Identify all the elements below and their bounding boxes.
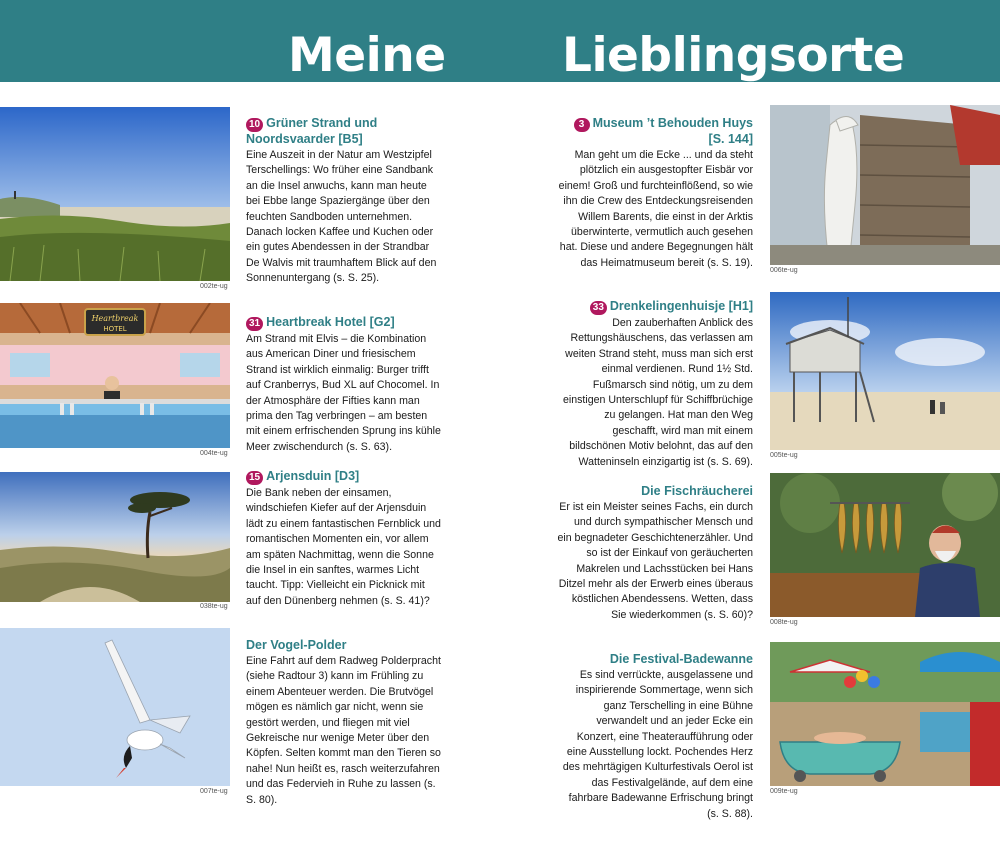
place-heading xyxy=(246,116,442,147)
svg-text:HOTEL: HOTEL xyxy=(103,325,127,333)
page-title-right: Lieblingsorte xyxy=(562,28,905,83)
map-number-badge: 10 xyxy=(246,118,263,132)
svg-text:Heartbreak: Heartbreak xyxy=(91,314,139,323)
place-title: Drenkelingenhuisje [H1] xyxy=(609,299,753,313)
photo-heartbreak-hotel xyxy=(0,303,230,448)
place-entry xyxy=(246,469,442,609)
place-title: Die Fischräucherei xyxy=(641,484,753,498)
photo-credit: 004te-ug xyxy=(200,450,228,457)
photo-tern-bird xyxy=(0,628,230,786)
place-description: Am Strand mit Elvis – die Kombination aus American Diner und friesischem Strand ist wirklich einmalig: Burger trifft auf Cranberrys, Bud XL auf Chocomel. In der Atmosphäre der Fifties kann man prima den Tag verbringen – am besten mit einem erfrischenden Sprung ins kühle Meer zwischendurch (s. S. 63). xyxy=(246,333,441,453)
place-title: Grüner Strand und Noordsvaarder [B5] xyxy=(246,116,378,146)
place-entry xyxy=(246,116,442,287)
place-description: Eine Fahrt auf dem Radweg Polderpracht (siehe Radtour 3) kann im Frühling zu einem Abenteuer werden. Die Brutvögel mögen es nämlich gar nicht, wenn sie gestört werden, und fliegen mit viel Gekreische nur wenige Meter über den Köpfen. Selten kommt man den Tieren so nahe! Nun heißt es, rasch weiterzufahren und das Federvieh in Ruhe zu lassen (s. S. 80). xyxy=(246,655,441,806)
place-entry xyxy=(246,315,442,455)
place-entry xyxy=(557,116,753,271)
map-number-badge: 3 xyxy=(574,118,590,132)
photo-credit: 006te-ug xyxy=(770,267,798,274)
photo-polar-bear-museum xyxy=(770,105,1000,265)
photo-fish-smoker xyxy=(770,473,1000,617)
photo-rescue-hut xyxy=(770,292,1000,450)
place-entry xyxy=(557,484,753,623)
map-number-badge: 15 xyxy=(246,471,263,485)
place-description: Es sind verrückte, ausgelassene und inspirierende Sommertage, wenn sich ganz Terschelling in eine Bühne verwandelt und an jeder Ecke ein Konzert, eine Theateraufführung oder eine Ausstellung lockt. Pochendes Herz des mehrtägigen Kulturfestivals Oerol ist das Festivalgelände, auf dem eine fahrbare Badewanne Erfrischung bringt (s. S. 88). xyxy=(562,669,753,820)
photo-festival-bathtub xyxy=(770,642,1000,786)
place-title: Heartbreak Hotel [G2] xyxy=(266,315,395,329)
place-entry xyxy=(246,638,442,808)
place-title: Der Vogel-Polder xyxy=(246,638,347,652)
place-description: Er ist ein Meister seines Fachs, ein durch und durch sympathischer Mensch und ein begnadeter Geschichtenerzähler. Und so ist der Einkauf von geräucherten Makrelen und Lachsstücken bei Hans Ditzel mehr als der Erwerb eines überaus köstlichen Abendessens. Wetten, dass Sie wiederkommen (s. S. 60)? xyxy=(557,501,753,621)
place-heading xyxy=(557,484,753,499)
photo-credit: 007te-ug xyxy=(200,788,228,795)
photo-green-beach xyxy=(0,107,230,281)
place-heading xyxy=(246,315,442,331)
photo-credit: 009te-ug xyxy=(770,788,798,795)
place-entry xyxy=(557,652,753,822)
place-heading xyxy=(246,469,442,485)
place-heading xyxy=(557,116,753,147)
photo-credit: 038te-ug xyxy=(200,603,228,610)
photo-credit: 002te-ug xyxy=(200,283,228,290)
place-description: Die Bank neben der einsamen, windschiefen Kiefer auf der Arjensduin lädt zu einem fantastischen Fernblick und romantischen Momenten ein, vor allem am späten Nachmittag, wenn die Sonne die Insel in ein sanftes, warmes Licht taucht. Tipp: Vielleicht ein Picknick mit auf den Dünenberg nehmen (s. S. 41)? xyxy=(246,487,441,607)
map-number-badge: 31 xyxy=(246,317,263,331)
place-heading xyxy=(557,652,753,667)
place-entry xyxy=(557,299,753,470)
place-title: Arjensduin [D3] xyxy=(266,469,360,483)
place-heading xyxy=(246,638,442,653)
place-heading xyxy=(557,299,753,315)
page-title-left: Meine xyxy=(288,28,446,83)
place-description: Man geht um die Ecke ... und da steht plötzlich ein ausgestopfter Eisbär vor einem! Groß und furchteinflößend, so wie ihn die Crew des Entdeckungsreisenden Willem Barents, die einst in der Arktis überwinterte, vermutlich auch gesehen hat. Diese und andere Begegnungen hält das Heimatmuseum bereit (s. S. 19). xyxy=(558,149,753,269)
photo-arjensduin xyxy=(0,472,230,602)
place-description: Den zauberhaften Anblick des Rettungshäuschens, das verlassen am weiten Strand steht, muss man sich erst einmal verdienen. Rund 1½ Std. Fußmarsch sind nötig, um zu dem einstigen Unterschlupf für Schiffbrüchige zu gelangen. Hat man den Weg geschafft, wird man mit einem bildschönen Motiv belohnt, das auf den Watteninseln einzigartig ist (s. S. 69). xyxy=(562,317,753,468)
photo-credit: 008te-ug xyxy=(770,619,798,626)
place-title: Museum ’t Behouden Huys [S. 144] xyxy=(592,116,753,146)
map-number-badge: 33 xyxy=(590,301,607,315)
place-title: Die Festival-Badewanne xyxy=(609,652,753,666)
place-description: Eine Auszeit in der Natur am Westzipfel Terschellings: Wo früher eine Sandbank an die Insel anwuchs, kann man heute bei Ebbe lange Spaziergänge über den feuchten Sandboden unternehmen. Danach locken Kaffee und Kuchen oder ein gutes Abendessen in der Strandbar De Walvis mit traumhaftem Blick auf den Sonnenuntergang (s. S. 25). xyxy=(246,149,437,285)
photo-credit: 005te-ug xyxy=(770,452,798,459)
